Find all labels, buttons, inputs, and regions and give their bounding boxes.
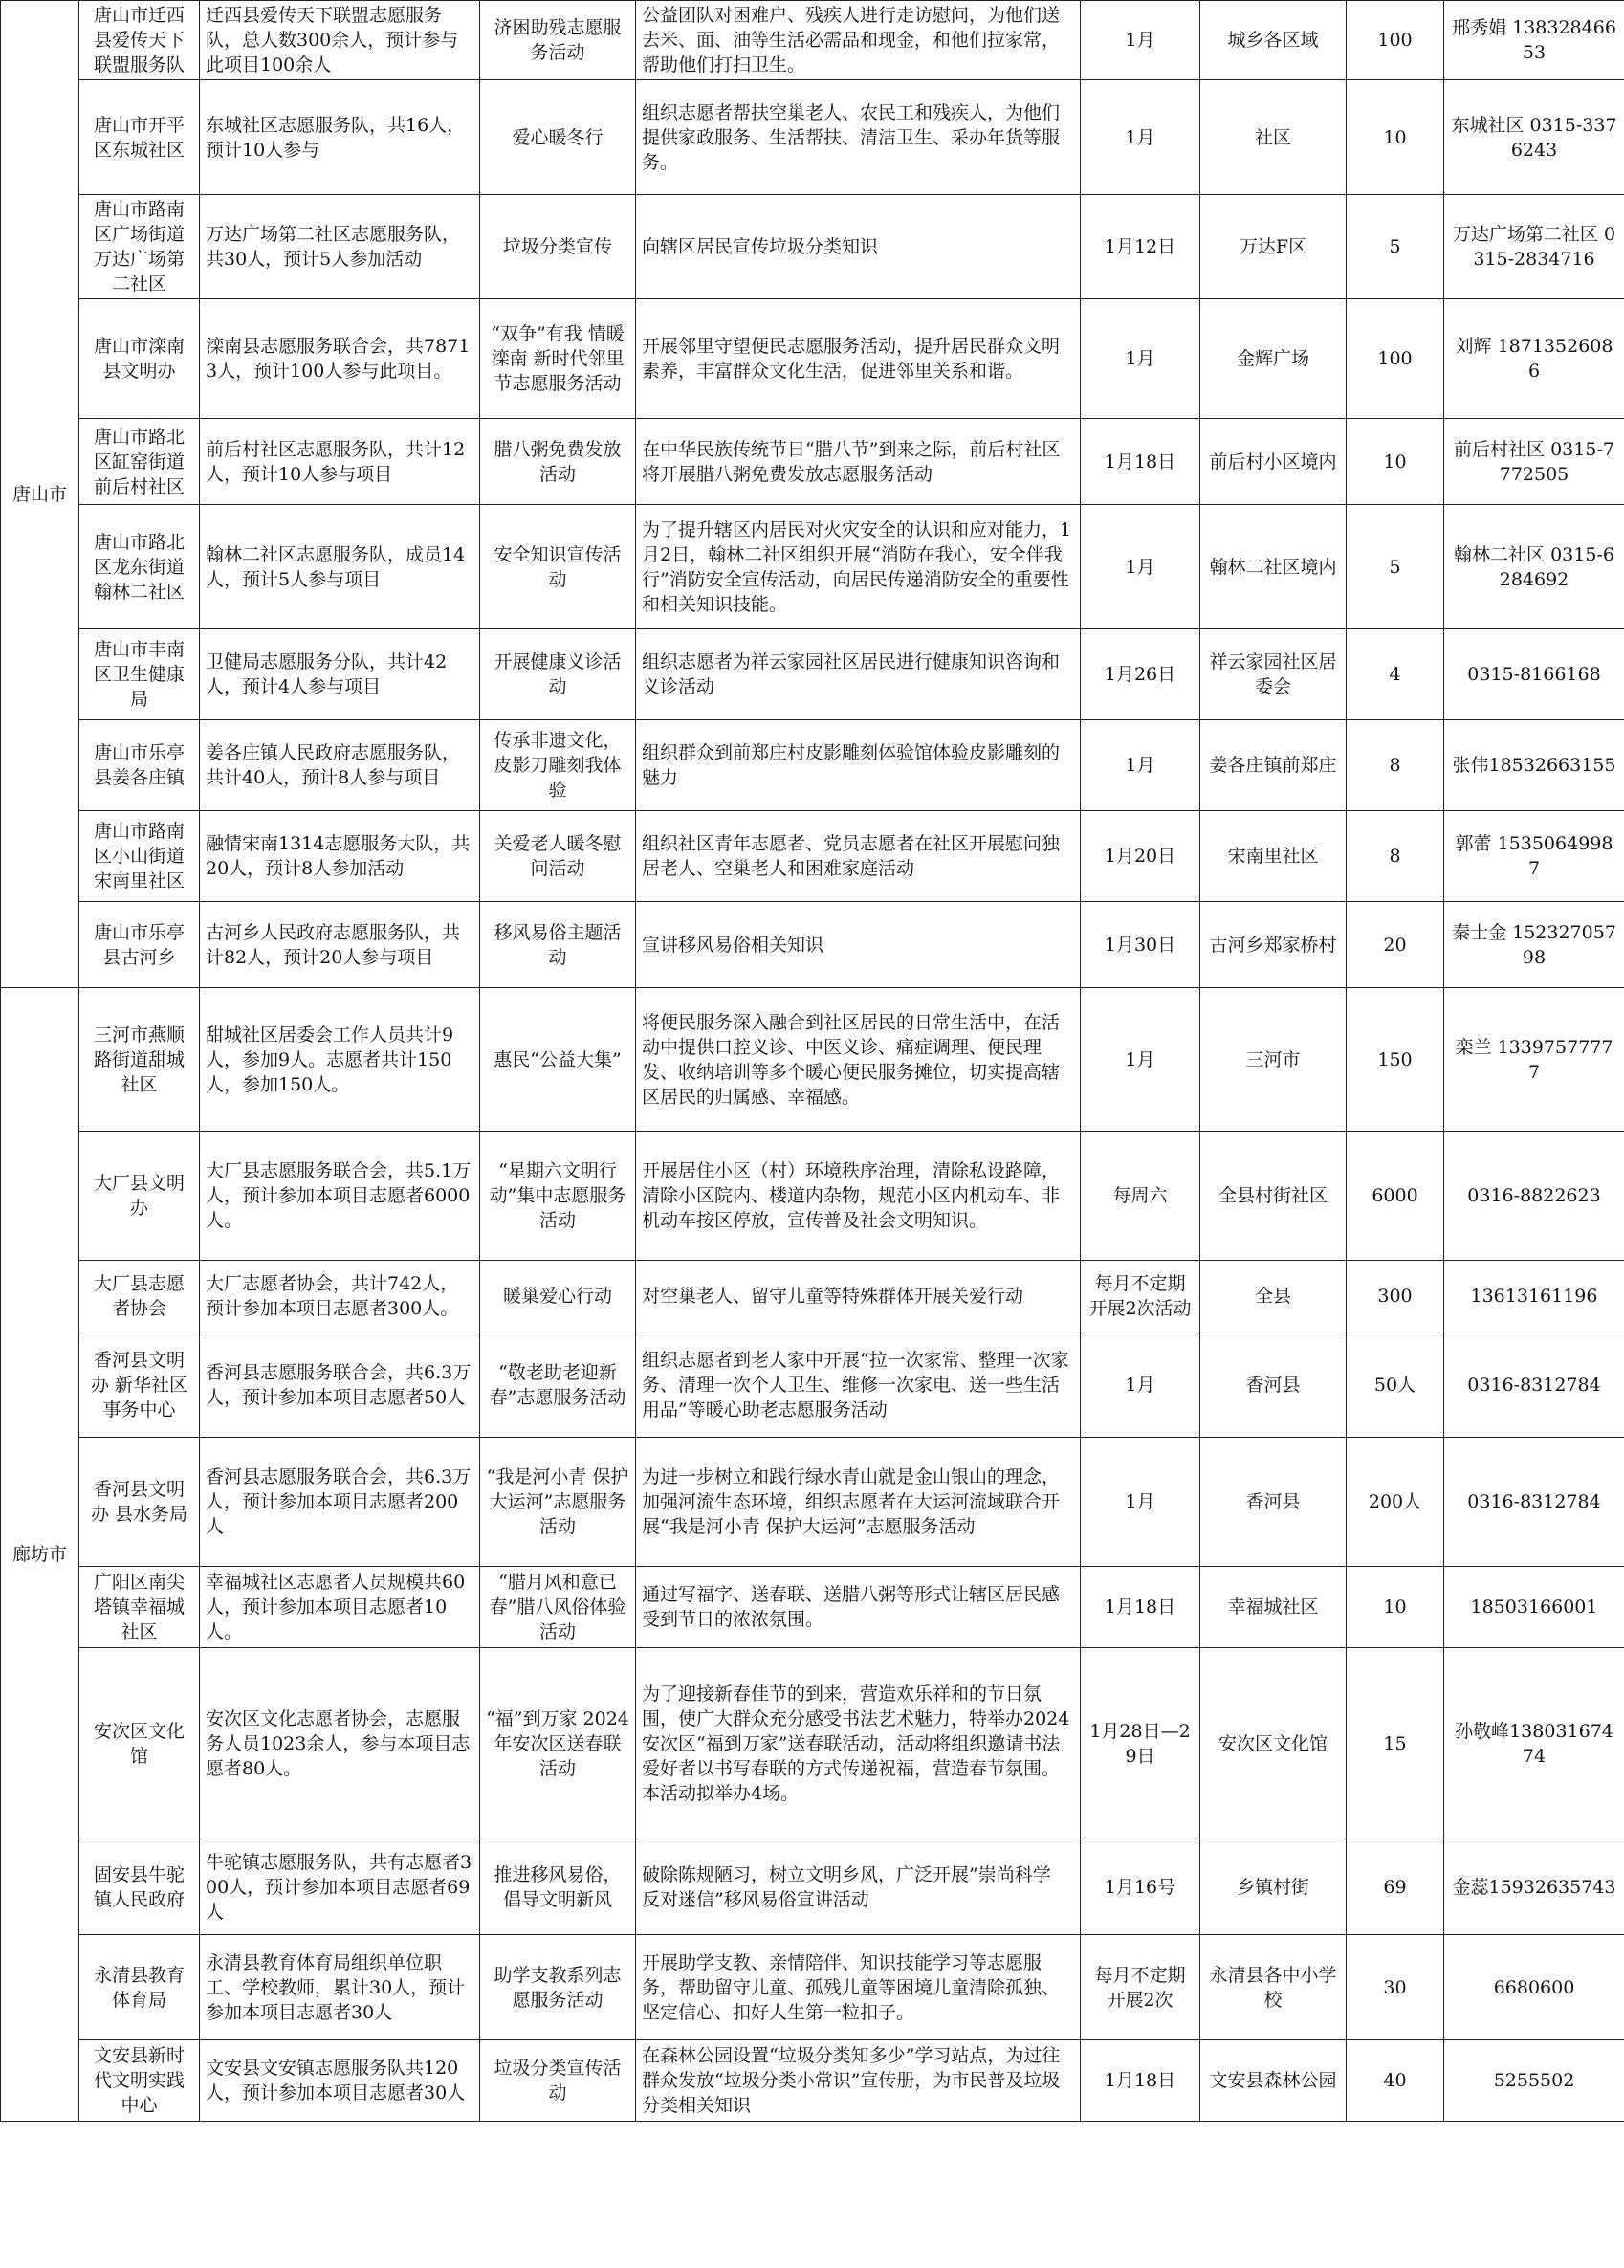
organization-cell: 三河市燕顺路街道甜城社区: [79, 988, 200, 1132]
location-cell: 文安县森林公园: [1200, 2040, 1347, 2122]
project-cell: “腊月风和意已春”腊八风俗体验活动: [480, 1567, 636, 1648]
location-cell: 前后村小区境内: [1200, 419, 1347, 505]
content-cell: 向辖区居民宣传垃圾分类知识: [636, 195, 1081, 299]
location-cell: 金辉广场: [1200, 299, 1347, 419]
contact-cell: 东城社区 0315-3376243: [1444, 80, 1624, 195]
count-cell: 15: [1347, 1648, 1444, 1839]
team-cell: 永清县教育体育局组织单位职工、学校教师，累计30人，预计参加本项目志愿者30人: [200, 1935, 480, 2040]
table-row: [1, 1567, 1624, 1648]
contact-cell: 6680600: [1444, 1935, 1624, 2040]
team-cell: 万达广场第二社区志愿服务队，共30人，预计5人参加活动: [200, 195, 480, 299]
count-cell: 5: [1347, 195, 1444, 299]
team-cell: 大厂县志愿服务联合会，共5.1万人，预计参加本项目志愿者6000人。: [200, 1132, 480, 1261]
count-cell: 200人: [1347, 1438, 1444, 1567]
team-cell: 香河县志愿服务联合会，共6.3万人，预计参加本项目志愿者50人: [200, 1332, 480, 1438]
contact-cell: 前后村社区 0315-7772505: [1444, 419, 1624, 505]
time-cell: 1月: [1081, 1438, 1200, 1567]
project-cell: 爱心暖冬行: [480, 80, 636, 195]
count-cell: 4: [1347, 629, 1444, 720]
location-cell: 古河乡郑家桥村: [1200, 902, 1347, 988]
table-row: [1, 80, 1624, 195]
content-cell: 在森林公园设置“垃圾分类知多少”学习站点，为过往群众发放“垃圾分类小常识”宣传册，为市民普及垃圾分类相关知识: [636, 2040, 1081, 2122]
time-cell: 1月18日: [1081, 2040, 1200, 2122]
organization-cell: 香河县文明办 县水务局: [79, 1438, 200, 1567]
contact-cell: 郭蕾 15350649987: [1444, 811, 1624, 902]
team-cell: 滦南县志愿服务联合会，共78713人，预计100人参与此项目。: [200, 299, 480, 419]
time-cell: 1月: [1081, 299, 1200, 419]
table-row: [1, 629, 1624, 720]
location-cell: 乡镇村街: [1200, 1839, 1347, 1935]
location-cell: 三河市: [1200, 988, 1347, 1132]
table-row: [1, 2040, 1624, 2122]
project-cell: “我是河小青 保护大运河”志愿服务活动: [480, 1438, 636, 1567]
location-cell: 社区: [1200, 80, 1347, 195]
content-cell: 为了提升辖区内居民对火灾安全的认识和应对能力，1月2日，翰林二社区组织开展“消防在我心，安全伴我行”消防安全宣传活动，向居民传递消防安全的重要性和相关知识技能。: [636, 505, 1081, 629]
time-cell: 1月: [1081, 1332, 1200, 1438]
contact-cell: 翰林二社区 0315-6284692: [1444, 505, 1624, 629]
content-cell: 为进一步树立和践行绿水青山就是金山银山的理念，加强河流生态环境，组织志愿者在大运河流域联合开展“我是河小青 保护大运河”志愿服务活动: [636, 1438, 1081, 1567]
content-cell: 为了迎接新春佳节的到来，营造欢乐祥和的节日氛围，使广大群众充分感受书法艺术魅力，特举办2024安次区“福到万家”送春联活动，活动将组织邀请书法爱好者以书写春联的方式传递祝福，营造春节氛围。本活动拟举办4场。: [636, 1648, 1081, 1839]
table-row: [1, 988, 1624, 1132]
location-cell: 城乡各区域: [1200, 1, 1347, 80]
count-cell: 5: [1347, 505, 1444, 629]
table-row: [1, 1438, 1624, 1567]
organization-cell: 永清县教育体育局: [79, 1935, 200, 2040]
organization-cell: 唐山市乐亭县古河乡: [79, 902, 200, 988]
table-row: [1, 1332, 1624, 1438]
organization-cell: 大厂县志愿者协会: [79, 1261, 200, 1332]
organization-cell: 唐山市路南区小山街道宋南里社区: [79, 811, 200, 902]
table-row: [1, 1, 1624, 80]
team-cell: 幸福城社区志愿者人员规模共60人，预计参加本项目志愿者10人。: [200, 1567, 480, 1648]
location-cell: 祥云家园社区居委会: [1200, 629, 1347, 720]
content-cell: 开展居住小区（村）环境秩序治理，清除私设路障，清除小区院内、楼道内杂物，规范小区内机动车、非机动车按区停放，宣传普及社会文明知识。: [636, 1132, 1081, 1261]
city-cell: 廊坊市: [1, 988, 79, 2122]
table-row: [1, 419, 1624, 505]
table-row: [1, 195, 1624, 299]
team-cell: 文安县文安镇志愿服务队共120人，预计参加本项目志愿者30人: [200, 2040, 480, 2122]
team-cell: 迁西县爱传天下联盟志愿服务队，总人数300余人，预计参与此项目100余人: [200, 1, 480, 80]
count-cell: 10: [1347, 1567, 1444, 1648]
contact-cell: 金蕊15932635743: [1444, 1839, 1624, 1935]
count-cell: 300: [1347, 1261, 1444, 1332]
content-cell: 对空巢老人、留守儿童等特殊群体开展关爱行动: [636, 1261, 1081, 1332]
table-row: [1, 1839, 1624, 1935]
team-cell: 翰林二社区志愿服务队，成员14人，预计5人参与项目: [200, 505, 480, 629]
count-cell: 20: [1347, 902, 1444, 988]
team-cell: 姜各庄镇人民政府志愿服务队，共计40人，预计8人参与项目: [200, 720, 480, 811]
count-cell: 8: [1347, 811, 1444, 902]
contact-cell: 13613161196: [1444, 1261, 1624, 1332]
project-cell: 暖巢爱心行动: [480, 1261, 636, 1332]
time-cell: 1月: [1081, 988, 1200, 1132]
project-cell: 惠民“公益大集”: [480, 988, 636, 1132]
contact-cell: 0316-8822623: [1444, 1132, 1624, 1261]
project-cell: “双争”有我 情暖滦南 新时代邻里节志愿服务活动: [480, 299, 636, 419]
team-cell: 香河县志愿服务联合会，共6.3万人，预计参加本项目志愿者200人: [200, 1438, 480, 1567]
project-cell: 移风易俗主题活动: [480, 902, 636, 988]
team-cell: 东城社区志愿服务队，共16人，预计10人参与: [200, 80, 480, 195]
contact-cell: 张伟18532663155: [1444, 720, 1624, 811]
count-cell: 40: [1347, 2040, 1444, 2122]
time-cell: 1月: [1081, 505, 1200, 629]
content-cell: 组织社区青年志愿者、党员志愿者在社区开展慰问独居老人、空巢老人和困难家庭活动: [636, 811, 1081, 902]
contact-cell: 秦士金 15232705798: [1444, 902, 1624, 988]
contact-cell: 5255502: [1444, 2040, 1624, 2122]
organization-cell: 大厂县文明办: [79, 1132, 200, 1261]
team-cell: 古河乡人民政府志愿服务队，共计82人，预计20人参与项目: [200, 902, 480, 988]
team-cell: 甜城社区居委会工作人员共计9人，参加9人。志愿者共计150人，参加150人。: [200, 988, 480, 1132]
project-cell: 垃圾分类宣传: [480, 195, 636, 299]
table-row: [1, 1261, 1624, 1332]
project-cell: 安全知识宣传活动: [480, 505, 636, 629]
time-cell: 1月20日: [1081, 811, 1200, 902]
table-row: [1, 1935, 1624, 2040]
organization-cell: 文安县新时代文明实践中心: [79, 2040, 200, 2122]
team-cell: 牛驼镇志愿服务队，共有志愿者300人，预计参加本项目志愿者69人: [200, 1839, 480, 1935]
time-cell: 1月28日—29日: [1081, 1648, 1200, 1839]
location-cell: 香河县: [1200, 1332, 1347, 1438]
content-cell: 公益团队对困难户、残疾人进行走访慰问，为他们送去米、面、油等生活必需品和现金，和他们拉家常，帮助他们打扫卫生。: [636, 1, 1081, 80]
location-cell: 姜各庄镇前郑庄: [1200, 720, 1347, 811]
project-cell: 济困助残志愿服务活动: [480, 1, 636, 80]
count-cell: 100: [1347, 1, 1444, 80]
contact-cell: 0316-8312784: [1444, 1332, 1624, 1438]
project-cell: 垃圾分类宣传活动: [480, 2040, 636, 2122]
organization-cell: 唐山市丰南区卫生健康局: [79, 629, 200, 720]
organization-cell: 唐山市迁西县爱传天下联盟服务队: [79, 1, 200, 80]
contact-cell: 邢秀娟 13832846653: [1444, 1, 1624, 80]
organization-cell: 唐山市路南区广场街道万达广场第二社区: [79, 195, 200, 299]
table-row: [1, 1648, 1624, 1839]
contact-cell: 栾兰 13397577777: [1444, 988, 1624, 1132]
organization-cell: 唐山市乐亭县姜各庄镇: [79, 720, 200, 811]
content-cell: 开展邻里守望便民志愿服务活动，提升居民群众文明素养，丰富群众文化生活，促进邻里关系和谐。: [636, 299, 1081, 419]
project-cell: 腊八粥免费发放活动: [480, 419, 636, 505]
team-cell: 安次区文化志愿者协会，志愿服务人员1023余人，参与本项目志愿者80人。: [200, 1648, 480, 1839]
count-cell: 8: [1347, 720, 1444, 811]
organization-cell: 唐山市开平区东城社区: [79, 80, 200, 195]
project-cell: 关爱老人暖冬慰问活动: [480, 811, 636, 902]
contact-cell: 刘辉 18713526086: [1444, 299, 1624, 419]
team-cell: 前后村社区志愿服务队，共计12人，预计10人参与项目: [200, 419, 480, 505]
project-cell: 开展健康义诊活动: [480, 629, 636, 720]
project-cell: 助学支教系列志愿服务活动: [480, 1935, 636, 2040]
count-cell: 69: [1347, 1839, 1444, 1935]
time-cell: 1月12日: [1081, 195, 1200, 299]
location-cell: 宋南里社区: [1200, 811, 1347, 902]
table-row: [1, 811, 1624, 902]
team-cell: 卫健局志愿服务分队，共计42人，预计4人参与项目: [200, 629, 480, 720]
project-cell: 传承非遗文化，皮影刀雕刻我体验: [480, 720, 636, 811]
count-cell: 50人: [1347, 1332, 1444, 1438]
table-row: [1, 902, 1624, 988]
contact-cell: 0315-8166168: [1444, 629, 1624, 720]
organization-cell: 香河县文明办 新华社区事务中心: [79, 1332, 200, 1438]
contact-cell: 孙敬峰13803167474: [1444, 1648, 1624, 1839]
content-cell: 破除陈规陋习，树立文明乡风，广泛开展”崇尚科学 反对迷信”移风易俗宣讲活动: [636, 1839, 1081, 1935]
table-row: [1, 1132, 1624, 1261]
contact-cell: 18503166001: [1444, 1567, 1624, 1648]
time-cell: 1月18日: [1081, 1567, 1200, 1648]
location-cell: 万达F区: [1200, 195, 1347, 299]
project-cell: “星期六文明行动”集中志愿服务活动: [480, 1132, 636, 1261]
time-cell: 1月18日: [1081, 419, 1200, 505]
table-row: [1, 505, 1624, 629]
count-cell: 30: [1347, 1935, 1444, 2040]
content-cell: 在中华民族传统节日“腊八节”到来之际，前后村社区将开展腊八粥免费发放志愿服务活动: [636, 419, 1081, 505]
table-row: [1, 720, 1624, 811]
time-cell: 每月不定期开展2次活动: [1081, 1261, 1200, 1332]
organization-cell: 广阳区南尖塔镇幸福城社区: [79, 1567, 200, 1648]
organization-cell: 唐山市路北区龙东街道翰林二社区: [79, 505, 200, 629]
contact-cell: 万达广场第二社区 0315-2834716: [1444, 195, 1624, 299]
count-cell: 10: [1347, 419, 1444, 505]
count-cell: 100: [1347, 299, 1444, 419]
city-cell: 唐山市: [1, 1, 79, 988]
time-cell: 每月不定期开展2次: [1081, 1935, 1200, 2040]
table-body: [1, 1, 1624, 2122]
count-cell: 6000: [1347, 1132, 1444, 1261]
team-cell: 融情宋南1314志愿服务大队，共20人，预计8人参加活动: [200, 811, 480, 902]
time-cell: 1月: [1081, 720, 1200, 811]
location-cell: 全县: [1200, 1261, 1347, 1332]
project-cell: “敬老助老迎新春”志愿服务活动: [480, 1332, 636, 1438]
organization-cell: 唐山市滦南县文明办: [79, 299, 200, 419]
location-cell: 翰林二社区境内: [1200, 505, 1347, 629]
content-cell: 宣讲移风易俗相关知识: [636, 902, 1081, 988]
time-cell: 1月30日: [1081, 902, 1200, 988]
location-cell: 香河县: [1200, 1438, 1347, 1567]
table-row: [1, 299, 1624, 419]
location-cell: 全县村街社区: [1200, 1132, 1347, 1261]
contact-cell: 0316-8312784: [1444, 1438, 1624, 1567]
count-cell: 150: [1347, 988, 1444, 1132]
content-cell: 将便民服务深入融合到社区居民的日常生活中，在活动中提供口腔义诊、中医义诊、痛症调理、便民理发、收纳培训等多个暖心便民服务摊位，切实提高辖区居民的归属感、幸福感。: [636, 988, 1081, 1132]
content-cell: 组织志愿者为祥云家园社区居民进行健康知识咨询和义诊活动: [636, 629, 1081, 720]
content-cell: 组织群众到前郑庄村皮影雕刻体验馆体验皮影雕刻的魅力: [636, 720, 1081, 811]
time-cell: 1月26日: [1081, 629, 1200, 720]
project-cell: “福”到万家 2024年安次区送春联活动: [480, 1648, 636, 1839]
team-cell: 大厂志愿者协会，共计742人，预计参加本项目志愿者300人。: [200, 1261, 480, 1332]
content-cell: 组织志愿者到老人家中开展“拉一次家常、整理一次家务、清理一次个人卫生、维修一次家电、送一些生活用品”等暖心助老志愿服务活动: [636, 1332, 1081, 1438]
content-cell: 开展助学支教、亲情陪伴、知识技能学习等志愿服务，帮助留守儿童、孤残儿童等困境儿童清除孤独、坚定信心、扣好人生第一粒扣子。: [636, 1935, 1081, 2040]
content-cell: 组织志愿者帮扶空巢老人、农民工和残疾人，为他们提供家政服务、生活帮扶、清洁卫生、采办年货等服务。: [636, 80, 1081, 195]
location-cell: 安次区文化馆: [1200, 1648, 1347, 1839]
time-cell: 1月: [1081, 1, 1200, 80]
project-cell: 推进移风易俗，倡导文明新风: [480, 1839, 636, 1935]
time-cell: 1月16号: [1081, 1839, 1200, 1935]
organization-cell: 固安县牛驼镇人民政府: [79, 1839, 200, 1935]
time-cell: 每周六: [1081, 1132, 1200, 1261]
content-cell: 通过写福字、送春联、送腊八粥等形式让辖区居民感受到节日的浓浓氛围。: [636, 1567, 1081, 1648]
count-cell: 10: [1347, 80, 1444, 195]
location-cell: 永清县各中小学校: [1200, 1935, 1347, 2040]
location-cell: 幸福城社区: [1200, 1567, 1347, 1648]
organization-cell: 安次区文化馆: [79, 1648, 200, 1839]
organization-cell: 唐山市路北区缸窑街道前后村社区: [79, 419, 200, 505]
time-cell: 1月: [1081, 80, 1200, 195]
